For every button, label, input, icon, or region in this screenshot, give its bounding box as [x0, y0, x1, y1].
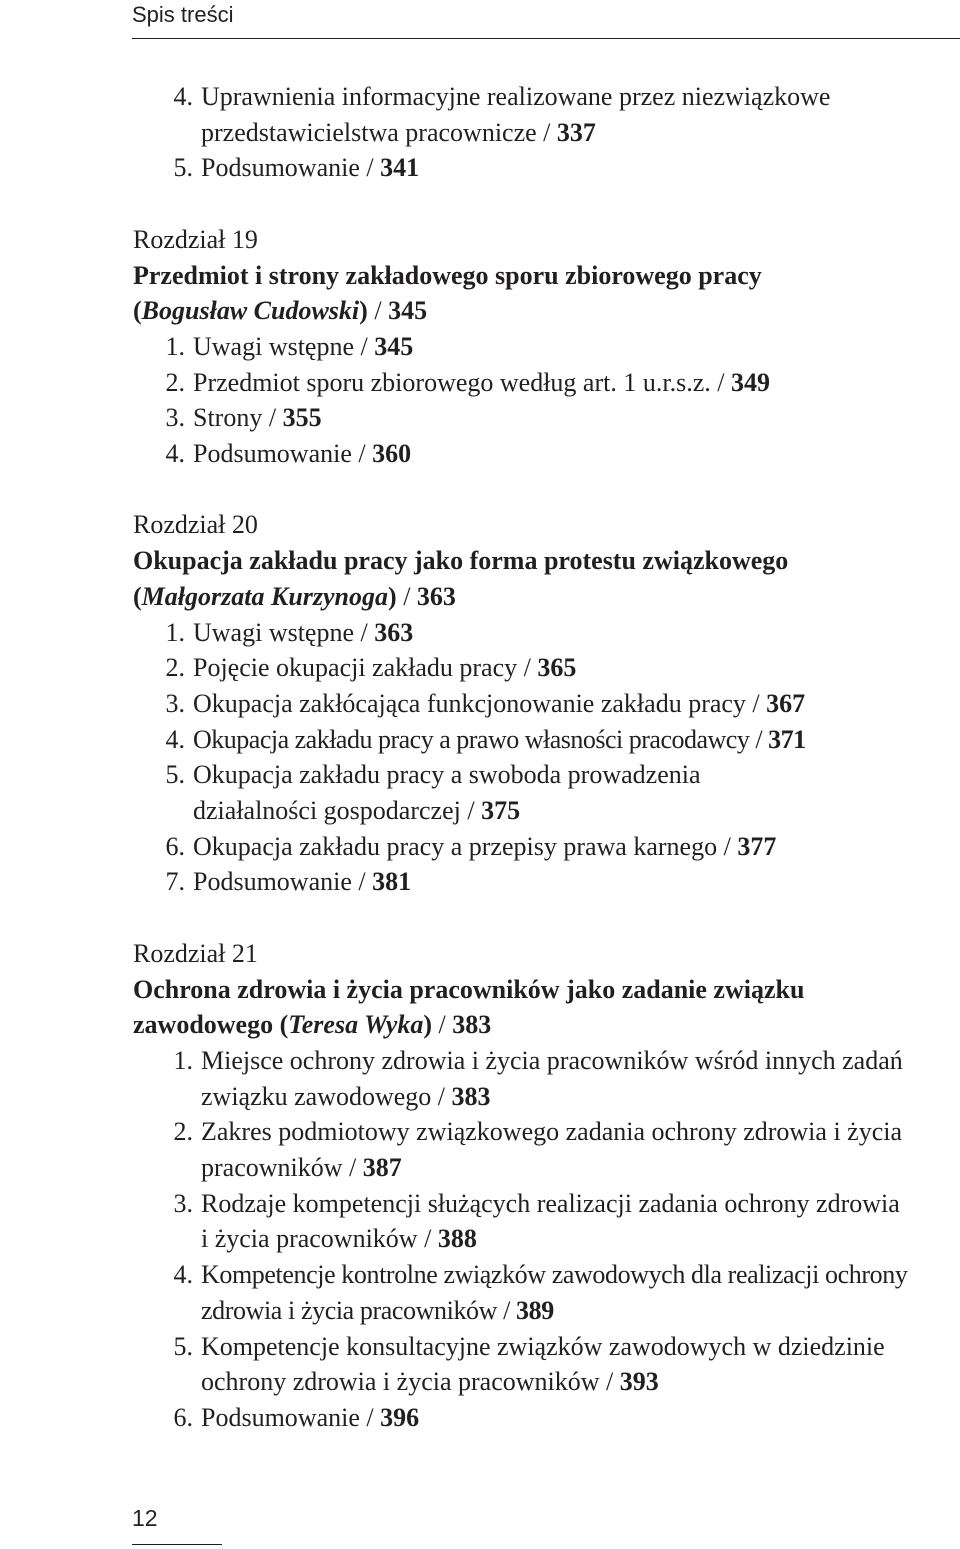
chapter-author: Bogusław Cudowski — [141, 296, 360, 326]
item-number: 2. — [165, 653, 185, 683]
chapter-20 — [133, 507, 933, 900]
spacer — [133, 186, 933, 222]
item-title: Strony / — [193, 403, 283, 433]
item-number: 4. — [165, 439, 185, 469]
item-title: Miejsce ochrony zdrowia i życia pracowników wśród innych zadań związku zawodowego / — [201, 1045, 903, 1111]
item-title: Okupacja zakładu pracy a przepisy prawa karnego / — [193, 831, 738, 861]
item-text — [201, 1043, 903, 1114]
footer-rule — [132, 1544, 222, 1545]
toc-item[interactable] — [133, 722, 933, 758]
toc-item[interactable] — [133, 650, 933, 686]
toc-item[interactable] — [133, 615, 933, 651]
toc-item[interactable] — [133, 1257, 913, 1328]
chapter-page: 383 — [452, 1010, 492, 1040]
toc-item[interactable] — [133, 1114, 913, 1185]
item-text — [201, 79, 903, 150]
item-page: 360 — [372, 439, 412, 469]
running-header: Spis treści — [132, 2, 234, 27]
toc-item[interactable] — [133, 864, 933, 900]
item-number: 4. — [173, 82, 193, 111]
continued-section — [133, 79, 933, 186]
item-number: 5. — [173, 153, 193, 183]
item-page: 367 — [766, 688, 806, 718]
item-page: 349 — [730, 367, 770, 397]
chapter-separator: / — [367, 296, 389, 326]
item-title: Podsumowanie / — [201, 153, 381, 183]
item-page: 371 — [768, 724, 806, 754]
item-page: 345 — [374, 331, 414, 361]
item-title: Okupacja zakładu pracy a swoboda prowadzenia działalności gospodarczej / — [193, 760, 701, 826]
item-page: 365 — [537, 653, 577, 683]
item-page: 383 — [451, 1081, 491, 1111]
chapter-title-close: ) — [359, 296, 368, 326]
chapter-title[interactable] — [133, 258, 853, 329]
item-text — [193, 329, 933, 365]
item-page: 377 — [737, 831, 777, 861]
item-title: Pojęcie okupacji zakładu pracy / — [193, 653, 538, 683]
toc-item[interactable] — [133, 1329, 893, 1400]
chapter-title-close: ) — [388, 581, 397, 611]
chapter-author: Małgorzata Kurzynoga — [141, 581, 389, 611]
chapter-label: Rozdział 20 — [133, 510, 258, 540]
chapter-title-close: ) — [423, 1010, 433, 1040]
toc-item[interactable] — [133, 150, 933, 186]
item-text — [193, 757, 793, 828]
item-title: Kompetencje kontrolne związków zawodowych dla realizacji ochrony zdrowia i życia pracowników / — [201, 1260, 908, 1325]
item-text — [193, 365, 933, 401]
item-page: 381 — [372, 867, 412, 897]
item-number: 2. — [165, 367, 185, 397]
toc-item[interactable] — [133, 1043, 903, 1114]
chapter-separator: / — [432, 1010, 453, 1040]
chapter-title-text: Ochrona zdrowia i życia pracowników jako zadanie związku zawodowego ( — [133, 974, 805, 1040]
item-text — [193, 864, 933, 900]
item-number: 1. — [173, 1045, 193, 1075]
item-page: 363 — [374, 617, 414, 647]
item-page: 387 — [362, 1153, 402, 1183]
item-title: Przedmiot sporu zbiorowego według art. 1 u.r.s.z. / — [193, 367, 731, 397]
item-title: Uprawnienia informacyjne realizowane przez niezwiązkowe przedstawicielstwa pracownicze / — [201, 82, 831, 147]
item-text — [193, 400, 933, 436]
item-title: Podsumowanie / — [193, 867, 373, 897]
page-number: 12 — [132, 1505, 158, 1531]
toc-item[interactable] — [133, 1186, 903, 1257]
chapter-page: 363 — [416, 581, 456, 611]
chapter-title-text: Okupacja zakładu pracy jako forma protestu związkowego ( — [133, 546, 789, 611]
chapter-21 — [133, 936, 933, 1436]
table-of-contents — [133, 79, 933, 1436]
item-text — [193, 615, 933, 651]
toc-item[interactable] — [133, 79, 903, 150]
toc-item[interactable] — [133, 400, 933, 436]
item-text — [201, 1186, 903, 1257]
item-page: 388 — [437, 1224, 477, 1254]
item-text — [201, 1257, 913, 1328]
toc-item[interactable] — [133, 686, 933, 722]
item-page: 375 — [481, 796, 521, 826]
chapter-separator: / — [396, 581, 417, 611]
item-text — [201, 1329, 893, 1400]
item-number: 5. — [173, 1331, 193, 1361]
item-number: 6. — [165, 831, 185, 861]
item-number: 3. — [165, 688, 185, 718]
item-text — [201, 1400, 933, 1436]
item-number: 4. — [165, 724, 185, 754]
item-title: Okupacja zakładu pracy a prawo własności pracodawcy / — [193, 724, 769, 754]
spacer — [133, 472, 933, 508]
toc-item[interactable] — [133, 329, 933, 365]
item-text — [193, 722, 933, 758]
chapter-label: Rozdział 19 — [133, 224, 258, 254]
item-page: 355 — [282, 403, 322, 433]
chapter-title[interactable] — [133, 543, 863, 614]
toc-item[interactable] — [133, 829, 933, 865]
item-text — [193, 686, 933, 722]
item-text — [201, 1114, 913, 1185]
item-text — [201, 150, 933, 186]
item-number: 5. — [165, 760, 185, 790]
item-page: 337 — [556, 117, 596, 147]
chapter-title[interactable] — [133, 972, 833, 1043]
item-number: 7. — [165, 867, 185, 897]
chapter-title-text: Przedmiot i strony zakładowego sporu zbiorowego pracy ( — [133, 260, 762, 326]
item-text — [193, 650, 933, 686]
toc-item[interactable] — [133, 757, 793, 828]
spacer — [133, 900, 933, 936]
item-number: 4. — [173, 1260, 193, 1290]
toc-item[interactable] — [133, 1400, 933, 1436]
item-title: Podsumowanie / — [201, 1402, 381, 1432]
item-number: 1. — [165, 617, 185, 647]
item-number: 3. — [165, 403, 185, 433]
item-title: Podsumowanie / — [193, 439, 373, 469]
item-text — [193, 436, 933, 472]
item-title: Zakres podmiotowy związkowego zadania ochrony zdrowia i życia pracowników / — [201, 1117, 903, 1183]
chapter-label: Rozdział 21 — [133, 938, 258, 968]
item-page: 393 — [619, 1367, 659, 1397]
item-title: Uwagi wstępne / — [193, 331, 375, 361]
chapter-page: 345 — [388, 296, 428, 326]
item-number: 1. — [165, 331, 185, 361]
item-title: Uwagi wstępne / — [193, 617, 375, 647]
toc-item[interactable] — [133, 365, 933, 401]
toc-item[interactable] — [133, 436, 933, 472]
item-number: 6. — [173, 1402, 193, 1432]
item-text — [193, 829, 933, 865]
item-page: 389 — [516, 1295, 554, 1325]
header-rule — [132, 38, 960, 39]
item-title: Kompetencje konsultacyjne związków zawodowych w dziedzinie ochrony zdrowia i życia pracowników / — [201, 1331, 885, 1397]
item-number: 2. — [173, 1117, 193, 1147]
item-page: 341 — [380, 153, 420, 183]
chapter-author: Teresa Wyka — [288, 1010, 424, 1040]
item-number: 3. — [173, 1188, 193, 1218]
chapter-19 — [133, 222, 933, 472]
item-page: 396 — [380, 1402, 420, 1432]
item-title: Okupacja zakłócająca funkcjonowanie zakładu pracy / — [193, 688, 767, 718]
item-title: Rodzaje kompetencji służących realizacji zadania ochrony zdrowia i życia pracowników / — [201, 1188, 900, 1254]
